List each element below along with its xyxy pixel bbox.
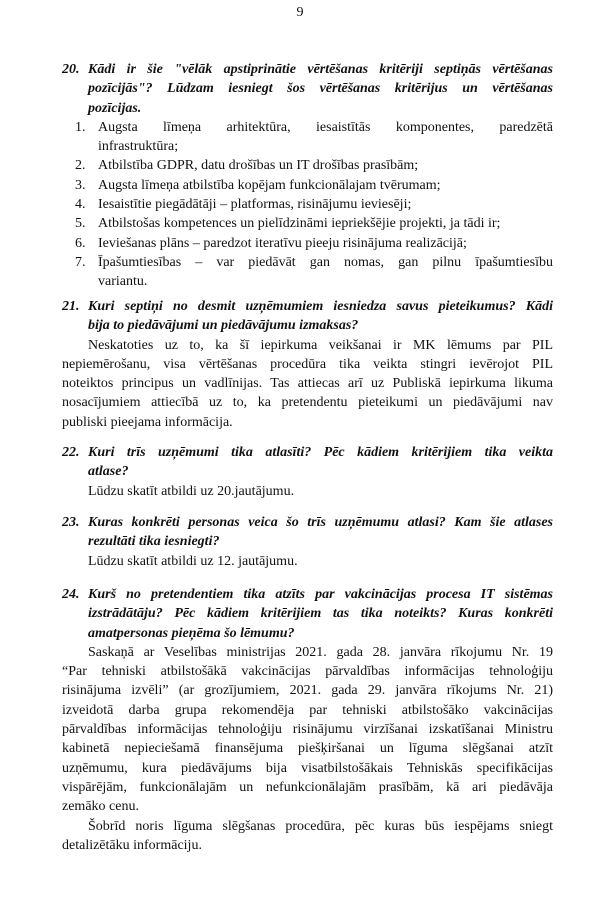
answer-text: nepiemērošanu, visa vērtēšanas procedūra tika veikta stingri ievērojot PIL — [62, 356, 553, 372]
answer-text: pārvaldības informācijas tehnoloģiju risinājumu virzīšanai izskatīšanai Ministru — [62, 722, 553, 738]
question-line — [0, 462, 600, 481]
question-block — [0, 297, 600, 432]
list-item-text: Atbilstība GDPR, datu drošības un IT drošības prasībām; — [98, 158, 419, 174]
answer-line — [0, 778, 600, 797]
answer-text: Šobrīd noris līguma slēgšanas procedūra, pēc kuras būs iespējams sniegt — [88, 818, 553, 834]
answer-text: kabinetā nepieciešamā finansējuma piešķiršanai un līguma slēgšanai atzīt — [62, 741, 553, 757]
answer-text: Saskaņā ar Veselības ministrijas 2021. gada 28. janvāra rīkojumu Nr. 19 — [88, 644, 553, 660]
page-number: 9 — [296, 5, 304, 20]
question-number: 22. — [62, 445, 80, 460]
answer-line — [0, 336, 600, 355]
list-item — [0, 137, 600, 156]
answer-text: izveidotā darba grupa rekomendēja par tehniski atbilstošāko vakcinācijas — [62, 702, 553, 718]
question-text: Kurš no pretendentiem tika atzīts par vakcinācijas procesa IT sistēmas — [88, 587, 553, 602]
question-text: atlase? — [88, 464, 129, 480]
question-line — [0, 624, 600, 643]
answer-text: Lūdzu skatīt atbildi uz 12. jautājumu. — [88, 553, 298, 569]
list-item — [0, 176, 600, 195]
question-text: pozīcijas. — [88, 100, 142, 116]
answer-line — [0, 836, 600, 855]
answer-text: detalizētāku informāciju. — [62, 837, 202, 853]
answer-text: vispārējām, funkcionālajām un nefunkcionālajām prasībām, kā ari piedāvāja — [62, 779, 553, 795]
list-item — [0, 156, 600, 175]
answer-line — [0, 720, 600, 739]
question-text: Kuri septiņi no desmit uzņēmumiem iesniedza savus pieteikumus? Kādi — [88, 299, 553, 314]
question-line — [0, 316, 600, 335]
list-item — [0, 214, 600, 233]
question-text: Kuras konkrēti personas veica šo trīs uzņēmumu atlasi? Kam šie atlases — [88, 515, 553, 530]
question-number: 24. — [62, 587, 80, 602]
answer-line — [0, 817, 600, 836]
question-number: 23. — [62, 515, 80, 530]
answer-text: nosacījumiem attiecībā uz to, ka pretendentu pieteikumi un piedāvājumi nav — [62, 395, 553, 411]
question-block — [0, 585, 600, 855]
list-item-number: 5. — [75, 216, 86, 232]
answer-text: Lūdzu skatīt atbildi uz 20.jautājumu. — [88, 483, 295, 499]
list-item-text: infrastruktūra; — [98, 139, 179, 155]
answer-line — [0, 643, 600, 662]
list-item-number: 6. — [75, 235, 86, 251]
list-item — [0, 272, 600, 291]
question-line — [0, 99, 600, 118]
list-item-number: 1. — [75, 119, 86, 135]
question-text: bija to piedāvājumi un piedāvājumu izmaksas? — [88, 318, 359, 334]
question-line — [0, 513, 600, 532]
question-block — [0, 443, 600, 501]
question-line — [0, 443, 600, 462]
list-item — [0, 234, 600, 253]
question-text: amatpersonas pieņēma šo lēmumu? — [88, 625, 295, 641]
answer-text: risinājuma izvēli” (ar grozījumiem, 2021. gada 29. janvāra rīkojums Nr. 21) — [62, 683, 553, 699]
answer-text: zemāko cenu. — [62, 799, 139, 815]
list-item — [0, 195, 600, 214]
question-text: rezultāti tika iesniegti? — [88, 534, 220, 550]
question-block — [0, 513, 600, 571]
answer-text: publiski pieejama informācija. — [62, 414, 233, 430]
list-item-number: 7. — [75, 254, 86, 270]
question-line — [0, 297, 600, 316]
question-text: pozīcijās"? Lūdzam iesniegt šos vērtēšanas kritērijus un vērtēšanas — [88, 81, 553, 97]
question-line — [0, 60, 600, 79]
list-item-number: 2. — [75, 158, 86, 174]
question-number: 21. — [62, 299, 80, 314]
answer-line — [0, 552, 600, 571]
answer-line — [0, 393, 600, 412]
question-line — [0, 79, 600, 98]
answer-text: noteiktos principus un vadlīnijas. Tas attiecas arī uz Publiskā iepirkuma likuma — [62, 376, 553, 392]
question-line — [0, 604, 600, 623]
question-line — [0, 585, 600, 604]
answer-line — [0, 482, 600, 501]
question-number: 20. — [62, 62, 80, 77]
answer-line — [0, 797, 600, 816]
answer-line — [0, 701, 600, 720]
answer-line — [0, 681, 600, 700]
answer-text: Neskatoties uz to, ka šī iepirkuma veikšanai ir MK lēmums par PIL — [88, 337, 553, 353]
question-line — [0, 532, 600, 551]
answer-text: uzņēmumu, kura piedāvājums bija visatbilstošākais Tehniskās specifikācijas — [62, 760, 553, 776]
answer-line — [0, 759, 600, 778]
list-item-text: Īpašumtiesības – var piedāvāt gan nomas, gan pilnu īpašumtiesību — [98, 254, 553, 270]
list-item-text: Ieviešanas plāns – paredzot iteratīvu pieeju risinājuma realizācijā; — [98, 235, 467, 251]
answer-line — [0, 374, 600, 393]
answer-line — [0, 662, 600, 681]
list-item-text: Atbilstošas kompetences un pielīdzināmi iepriekšējie projekti, ja tādi ir; — [98, 216, 501, 232]
question-block — [0, 60, 600, 292]
question-text: Kuri trīs uzņēmumi tika atlasīti? Pēc kādiem kritērijiem tika veikta — [88, 445, 553, 460]
question-text: izstrādātāju? Pēc kādiem kritērijiem tas tika noteikts? Kuras konkrēti — [88, 606, 553, 622]
list-item — [0, 118, 600, 137]
list-item-text: Iesaistītie piegādātāji – platformas, risinājumu ieviesēji; — [98, 197, 412, 213]
answer-line — [0, 355, 600, 374]
answer-line — [0, 413, 600, 432]
list-item-text: Augsta līmeņa atbilstība kopējam funkcionālajam tvērumam; — [98, 177, 441, 193]
list-item-number: 3. — [75, 177, 86, 193]
question-text: Kādi ir šie "vēlāk apstiprinātie vērtēšanas kritēriji septiņās vērtēšanas — [88, 62, 553, 77]
answer-line — [0, 739, 600, 758]
answer-text: “Par tehniski atbilstošākā vakcinācijas pārvaldības informācijas tehnoloģiju — [62, 664, 553, 680]
list-item-text: Augsta līmeņa arhitektūra, iesaistītās komponentes, paredzētā — [98, 119, 553, 135]
list-item-text: variantu. — [98, 274, 148, 290]
list-item — [0, 253, 600, 272]
list-item-number: 4. — [75, 197, 86, 213]
